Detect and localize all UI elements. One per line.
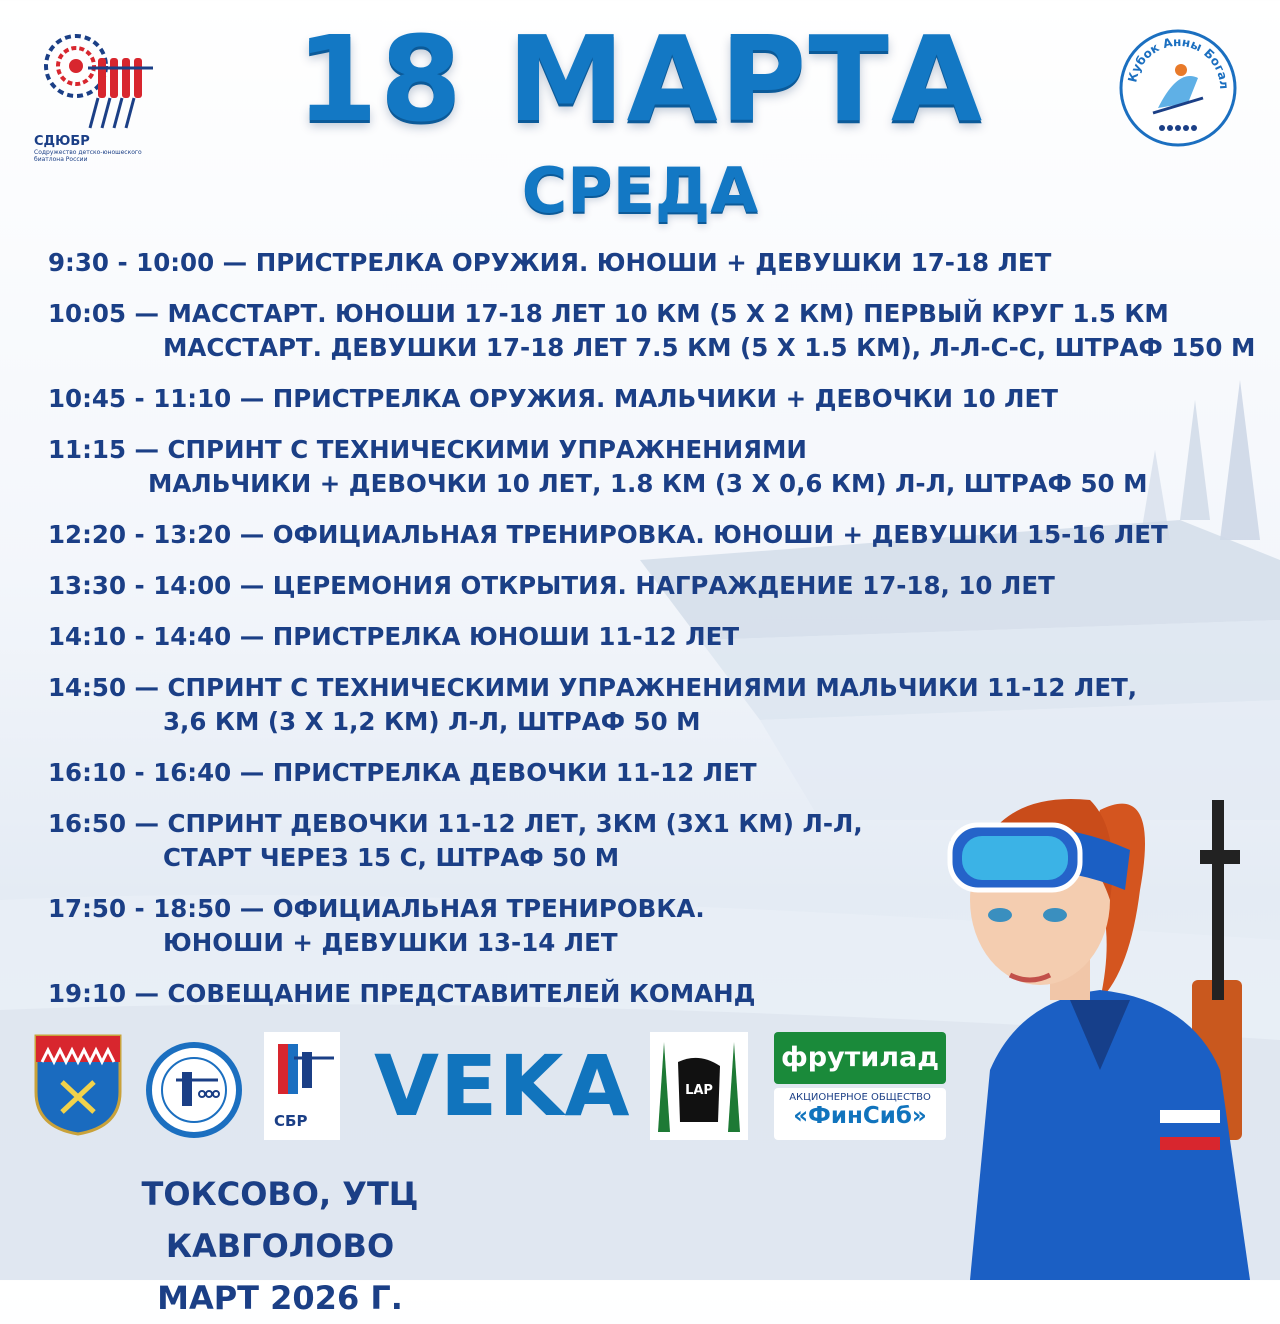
schedule-line: 10:05 — МАССТАРТ. ЮНОШИ 17-18 ЛЕТ 10 КМ (5 Х 2 КМ) ПЕРВЫЙ КРУГ 1.5 КМ	[48, 299, 1169, 328]
sdyubr-emblem-icon	[28, 18, 168, 138]
finsib-logo	[774, 1088, 946, 1140]
schedule-line: МАЛЬЧИКИ + ДЕВОЧКИ 10 ЛЕТ, 1.8 КМ (3 Х 0,6 КМ) Л-Л, ШТРАФ 50 М	[148, 469, 1148, 498]
schedule-line: 13:30 - 14:00 — ЦЕРЕМОНИЯ ОТКРЫТИЯ. НАГРАЖДЕНИЕ 17-18, 10 ЛЕТ	[48, 571, 1055, 600]
schedule-item	[48, 382, 1258, 416]
cup-logo	[1118, 28, 1238, 148]
schedule-line: 11:15 — СПРИНТ С ТЕХНИЧЕСКИМИ УПРАЖНЕНИЯМИ	[48, 435, 807, 464]
schedule-item	[48, 433, 1258, 501]
schedule-item	[48, 246, 1258, 280]
sdyubr-logo	[28, 18, 168, 168]
sbr-label: СБР	[274, 1112, 308, 1130]
weekday-subtitle: СРЕДА	[521, 154, 759, 227]
schedule-line: 14:10 - 14:40 — ПРИСТРЕЛКА ЮНОШИ 11-12 ЛЕТ	[48, 622, 740, 651]
lap-logo-icon	[650, 1032, 748, 1140]
schedule-item	[48, 518, 1258, 552]
schedule-line: 16:10 - 16:40 — ПРИСТРЕЛКА ДЕВОЧКИ 11-12 ЛЕТ	[48, 758, 757, 787]
venue-name: ТОКСОВО, УТЦ КАВГОЛОВО	[141, 1175, 419, 1265]
schedule-item	[48, 620, 1258, 654]
schedule-line: 19:10 — СОВЕЩАНИЕ ПРЕДСТАВИТЕЛЕЙ КОМАНД	[48, 979, 756, 1008]
schedule-line: МАССТАРТ. ДЕВУШКИ 17-18 ЛЕТ 7.5 КМ (5 Х 1.5 КМ), Л-Л-С-С, ШТРАФ 150 М	[163, 333, 1256, 362]
coat-of-arms-icon	[32, 1032, 124, 1136]
cup-logo-text: Кубок Анны Богал	[1125, 34, 1232, 90]
page-title: 18 МАРТА	[295, 10, 985, 148]
schedule-line: 3,6 КМ (3 Х 1,2 КМ) Л-Л, ШТРАФ 50 М	[163, 707, 701, 736]
lap-label: LAP	[685, 1083, 713, 1098]
sbr-biathlete-icon	[264, 1032, 340, 1104]
federation-emblem-icon	[146, 1042, 242, 1138]
schedule-line: СТАРТ ЧЕРЕЗ 15 С, ШТРАФ 50 М	[163, 843, 620, 872]
schedule-line: 10:45 - 11:10 — ПРИСТРЕЛКА ОРУЖИЯ. МАЛЬЧИКИ + ДЕВОЧКИ 10 ЛЕТ	[48, 384, 1058, 413]
biathlete-illustration	[930, 770, 1280, 1280]
finsib-name: «ФинСиб»	[793, 1103, 927, 1129]
sponsor-logos	[28, 1030, 958, 1145]
frutilad-logo: фрутилад	[774, 1032, 946, 1084]
schedule-line: 9:30 - 10:00 — ПРИСТРЕЛКА ОРУЖИЯ. ЮНОШИ + ДЕВУШКИ 17-18 ЛЕТ	[48, 248, 1052, 277]
schedule-line: 16:50 — СПРИНТ ДЕВОЧКИ 11-12 ЛЕТ, 3КМ (3Х1 КМ) Л-Л,	[48, 809, 863, 838]
sdyubr-abbr: СДЮБР	[34, 134, 90, 149]
cup-emblem-icon	[1118, 28, 1238, 148]
veka-logo: VEKA	[374, 1037, 631, 1135]
schedule-line: 12:20 - 13:20 — ОФИЦИАЛЬНАЯ ТРЕНИРОВКА. ЮНОШИ + ДЕВУШКИ 15-16 ЛЕТ	[48, 520, 1168, 549]
finsib-subtitle: АКЦИОНЕРНОЕ ОБЩЕСТВО	[789, 1092, 931, 1103]
schedule-line: 17:50 - 18:50 — ОФИЦИАЛЬНАЯ ТРЕНИРОВКА.	[48, 894, 705, 923]
event-month: МАРТ 2026 Г.	[157, 1279, 403, 1317]
schedule-item	[48, 297, 1258, 365]
schedule-line: ЮНОШИ + ДЕВУШКИ 13-14 ЛЕТ	[163, 928, 618, 957]
sdyubr-caption: Содружество детско-юношеского биатлона России	[34, 149, 142, 163]
schedule-line: 14:50 — СПРИНТ С ТЕХНИЧЕСКИМИ УПРАЖНЕНИЯМИ МАЛЬЧИКИ 11-12 ЛЕТ,	[48, 673, 1138, 702]
venue-footer	[30, 1168, 530, 1324]
sbr-logo	[264, 1032, 340, 1140]
schedule-item	[48, 671, 1258, 739]
schedule-item	[48, 569, 1258, 603]
